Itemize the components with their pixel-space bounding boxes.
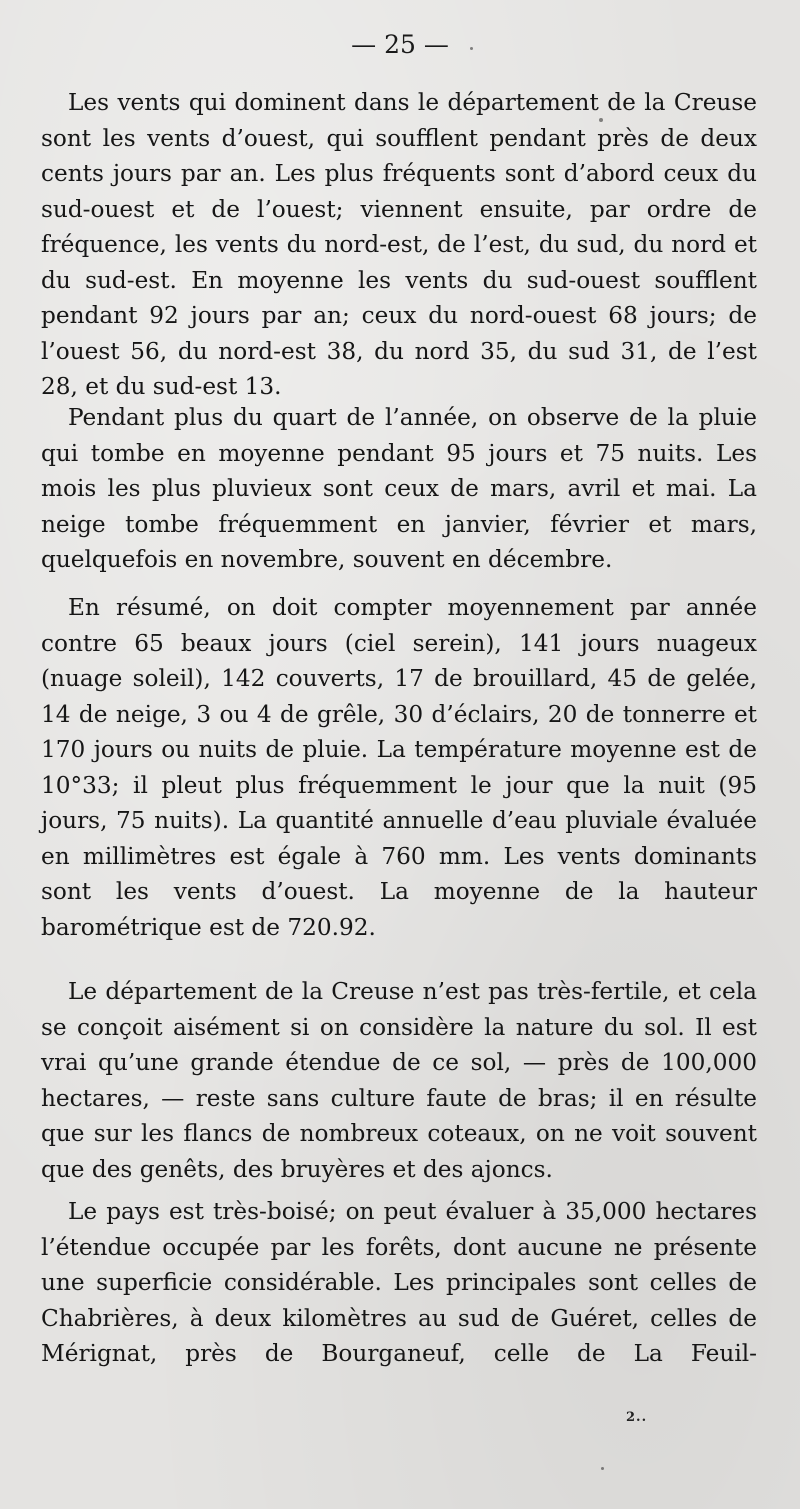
paragraph-text: Le pays est très-boisé; on peut évaluer à 35,000 hectares l’étendue occupée par les forêts, dont aucune ne présente une superficie considérable. Les principales sont celles de Chabrières, à deux kilomètres au sud de Guéret, celles de Mérignat, près de Bourganeuf, celle de La Feuil-	[41, 1198, 757, 1367]
paragraph-summary	[41, 590, 757, 945]
paper-speck	[599, 118, 603, 122]
page-number: — 25 —	[351, 30, 449, 59]
paragraph-text: En résumé, on doit compter moyennement par année contre 65 beaux jours (ciel serein), 141 jours nuageux (nuage soleil), 142 couverts, 17 de brouillard, 45 de gelée, 14 de neige, 3 ou 4 de grêle, 30 d’éclairs, 20 de tonnerre et 170 jours ou nuits de pluie. La température moyenne est de 10°33; il pleut plus fréquemment le jour que la nuit (95 jours, 75 nuits). La quantité annuelle d’eau pluviale évaluée en millimètres est égale à 760 mm. Les vents dominants sont les vents d’ouest. La moyenne de la hauteur barométrique est de 720.92.	[41, 594, 757, 941]
paper-speck	[601, 1467, 604, 1470]
paragraph-text: Les vents qui dominent dans le département de la Creuse sont les vents d’ouest, qui soufflent pendant près de deux cents jours par an. Les plus fréquents sont d’abord ceux du sud-ouest et de l’ouest; viennent ensuite, par ordre de fréquence, les vents du nord-est, de l’est, du sud, du nord et du sud-est. En moyenne les vents du sud-ouest soufflent pendant 92 jours par an; ceux du nord-ouest 68 jours; de l’ouest 56, du nord-est 38, du nord 35, du sud 31, de l’est 28, et du sud-est 13.	[41, 89, 757, 400]
paragraph-winds	[41, 85, 757, 405]
paragraph-forests	[41, 1194, 757, 1372]
paragraph-text: Pendant plus du quart de l’année, on observe de la pluie qui tombe en moyenne pendant 95 jours et 75 nuits. Les mois les plus pluvieux sont ceux de mars, avril et mai. La neige tombe fréquemment en janvier, février et mars, quelquefois en novembre, souvent en décembre.	[41, 404, 757, 573]
signature-mark: 2..	[626, 1410, 648, 1425]
paragraph-rain	[41, 400, 757, 578]
paper-speck	[470, 47, 473, 50]
paragraph-text: Le département de la Creuse n’est pas très-fertile, et cela se conçoit aisément si on considère la nature du sol. Il est vrai qu’une grande étendue de ce sol, — près de 100,000 hectares, — reste sans culture faute de bras; il en résulte que sur les flancs de nombreux coteaux, on ne voit souvent que des genêts, des bruyères et des ajoncs.	[41, 978, 757, 1183]
paragraph-fertility	[41, 974, 757, 1187]
